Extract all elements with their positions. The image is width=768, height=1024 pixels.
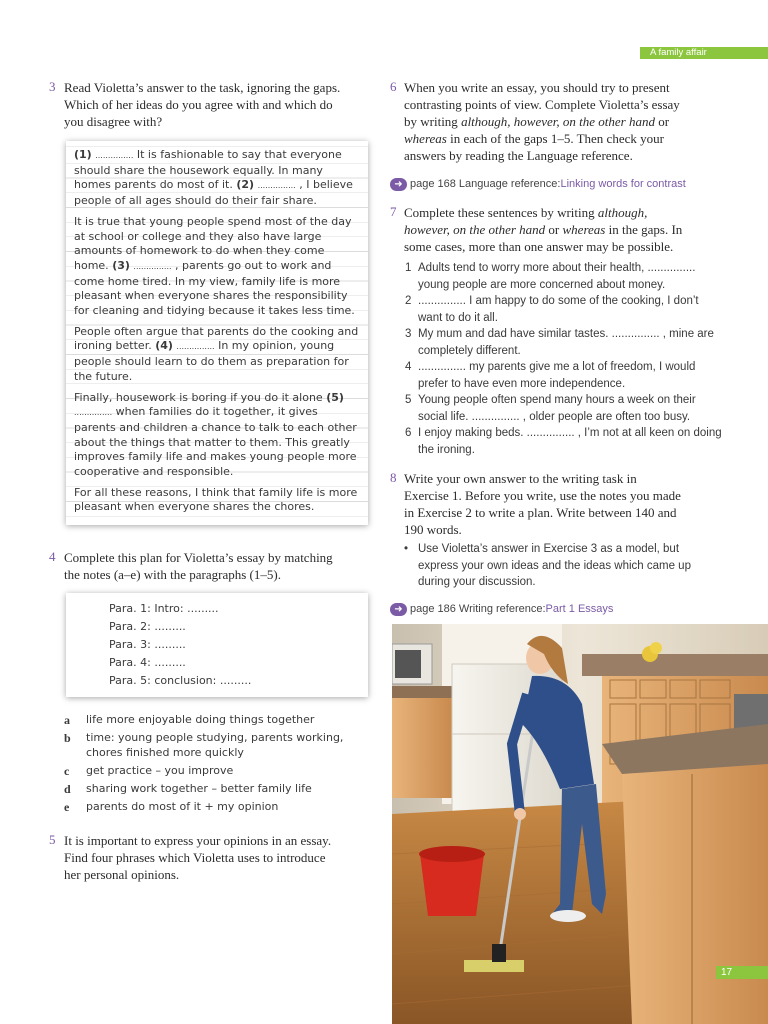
list-item	[64, 782, 364, 797]
instruction-line	[404, 113, 744, 130]
instruction-line: the notes (a–e) with the paragraphs (1–5).	[64, 567, 281, 582]
instruction-text: in each of the gaps 1–5. Then check your	[446, 131, 664, 146]
plan-line: Para. 4: .........	[109, 656, 186, 669]
reference-prefix: page 186 Writing reference:	[410, 603, 546, 615]
note-text: parents do most of it + my opinion	[86, 799, 279, 813]
exercise-8-bullet	[404, 541, 734, 591]
instruction-text: Complete these sentences by writing	[404, 205, 598, 220]
sentence-number: 1	[405, 262, 412, 274]
language-reference-link[interactable]	[390, 177, 686, 191]
essay-text: It is fashionable to say that everyone should share the housework equally. In many homes parents do most of it.	[74, 148, 342, 192]
exercise-7-instruction	[404, 204, 744, 255]
instruction-italic: whereas	[404, 131, 447, 146]
instruction-text: or	[654, 114, 670, 129]
contrast-sentences-list	[405, 260, 725, 458]
instruction-line: Complete this plan for Violetta’s essay by matching	[64, 550, 333, 565]
essay-paragraph-4	[74, 391, 360, 480]
sentence-text: Young people often spend many hours a week on their social life. ............... , older people are often too busy.	[418, 394, 696, 423]
gap-number: (1)	[74, 148, 92, 161]
essay-plan-box	[66, 593, 368, 697]
gap-blank: ...............	[133, 261, 172, 271]
sentence-text: ............... my parents give me a lot of freedom, I would prefer to have even more independence.	[418, 361, 696, 390]
exercise-3-number: 3	[49, 79, 56, 94]
sentence-text: ............... I am happy to do some of the cooking, I don’t want to do it all.	[418, 295, 699, 324]
sentence-number: 2	[405, 295, 412, 307]
note-letter: e	[64, 799, 70, 814]
list-item	[405, 293, 725, 326]
sentence-text: I enjoy making beds. ............... , I’m not at all keen on doing the ironing.	[418, 427, 722, 456]
instruction-line: answers by reading the Language reference.	[404, 148, 633, 163]
note-text: time: young people studying, parents working, chores finished more quickly	[86, 731, 344, 759]
instruction-line: Exercise 1. Before you write, use the notes you made	[404, 488, 681, 503]
reference-link-text[interactable]: Linking words for contrast	[560, 178, 686, 190]
list-item	[64, 713, 364, 728]
note-text: life more enjoyable doing things together	[86, 713, 315, 726]
note-letter: d	[64, 781, 71, 796]
essay-text: For all these reasons, I think that family life is more pleasant when everyone shares the chores.	[74, 485, 358, 514]
instruction-line: some cases, more than one answer may be possible.	[404, 239, 674, 254]
instruction-line	[404, 221, 744, 238]
essay-text: Finally, housework is boring if you do it alone	[74, 390, 327, 404]
section-header-bar	[640, 47, 768, 59]
instruction-italic: although, however, on the other hand	[461, 114, 655, 129]
instruction-line: It is important to express your opinions in an essay.	[64, 833, 332, 848]
instruction-text: or	[545, 222, 563, 237]
list-item	[405, 359, 725, 392]
instruction-line	[404, 130, 744, 147]
essay-text: In my opinion, young people should learn to do them as preparation for the future.	[74, 339, 349, 383]
sentence-text: My mum and dad have similar tastes. ............... , mine are completely different.	[418, 328, 714, 357]
list-item	[64, 764, 364, 779]
list-item	[64, 800, 364, 815]
instruction-line: her personal opinions.	[64, 867, 180, 882]
gap-blank: ...............	[95, 151, 134, 160]
gap-blank: ...............	[74, 408, 113, 418]
instruction-line: Read Violetta’s answer to the task, ignoring the gaps.	[64, 80, 341, 95]
list-item	[64, 731, 364, 760]
note-letter: a	[64, 713, 70, 727]
essay-text: , parents go out to work and come home tired. In my view, family life is more pleasant when everyone shares the responsibility for cleaning and tidying because it takes less time.	[74, 258, 355, 318]
list-item	[405, 260, 725, 293]
instruction-text: by writing	[404, 114, 462, 129]
gap-number: (4)	[155, 339, 173, 353]
exercise-3-instruction	[64, 79, 384, 130]
essay-text: when families do it together, it gives parents and children a chance to talk to each other about the things that matter to them. This greatly improves family life and makes young people more cooperative and responsible.	[74, 405, 357, 479]
plan-notes-list	[64, 713, 364, 818]
essay-text: People often argue that parents do the cooking and ironing better.	[74, 324, 359, 353]
sentence-number: 5	[405, 394, 412, 406]
arrow-right-icon: ➜	[390, 178, 407, 191]
exercise-7-number: 7	[390, 204, 397, 219]
note-letter: c	[64, 763, 70, 778]
note-text: get practice – you improve	[86, 763, 234, 777]
essay-paragraph-5	[74, 486, 360, 515]
instruction-line: contrasting points of view. Complete Violetta’s essay	[404, 97, 680, 112]
writing-reference-link[interactable]	[390, 602, 613, 616]
bullet-text: Use Violetta’s answer in Exercise 3 as a model, but express your own ideas and the ideas which came up during your discussion.	[418, 543, 691, 588]
exercise-6-instruction	[404, 79, 744, 164]
sentence-number: 4	[405, 361, 412, 373]
list-item	[405, 392, 725, 425]
essay-text: , I believe people of all ages should do their fair share.	[74, 178, 353, 208]
exercise-4-instruction	[64, 549, 384, 583]
exercise-8-instruction	[404, 470, 744, 538]
photo-illustration	[392, 624, 768, 1024]
exercise-5-number: 5	[49, 832, 56, 847]
instruction-line: Which of her ideas do you agree with and which do	[64, 97, 333, 112]
instruction-line: Find four phrases which Violetta uses to introduce	[64, 850, 326, 865]
instruction-italic: whereas	[562, 222, 606, 237]
reference-prefix: page 168 Language reference:	[410, 178, 561, 190]
instruction-text: in the gaps. In	[605, 222, 683, 237]
list-item	[405, 425, 725, 458]
reference-link-text[interactable]: Part 1 Essays	[545, 603, 614, 615]
instruction-line: in Exercise 2 to write a plan. Write between 140 and	[404, 505, 677, 520]
instruction-italic: however, on the other hand	[404, 222, 546, 237]
plan-line: Para. 1: Intro: .........	[109, 602, 219, 615]
sentence-number: 3	[405, 328, 412, 340]
violetta-essay-letter	[66, 141, 368, 525]
essay-text: It is true that young people spend most of the day at school or college and they also have large amounts of homework to do when they come home.	[74, 214, 352, 272]
gap-number: (2)	[236, 178, 255, 192]
gap-blank: ...............	[176, 342, 215, 352]
bullet-icon: •	[404, 543, 409, 555]
list-item	[405, 326, 725, 359]
instruction-line: you disagree with?	[64, 114, 163, 129]
gap-number: (3)	[112, 258, 130, 272]
gap-number: (5)	[326, 390, 344, 404]
note-text: sharing work together – better family life	[86, 781, 312, 795]
essay-paragraph-2	[74, 215, 360, 319]
essay-paragraph-1	[74, 148, 360, 209]
exercise-4-number: 4	[49, 549, 56, 564]
exercise-6-number: 6	[390, 79, 397, 94]
plan-line: Para. 5: conclusion: .........	[109, 674, 252, 687]
plan-line: Para. 2: .........	[109, 620, 186, 633]
sentence-number: 6	[405, 427, 412, 439]
section-title: A family affair	[650, 47, 707, 58]
instruction-line: 190 words.	[404, 522, 462, 537]
kitchen-mopping-photo	[392, 624, 768, 1024]
page-number: 17	[716, 966, 768, 979]
instruction-italic: although,	[597, 205, 648, 220]
note-letter: b	[64, 731, 71, 745]
arrow-right-icon: ➜	[390, 603, 407, 616]
plan-line: Para. 3: .........	[109, 638, 186, 651]
sentence-text: Adults tend to worry more about their health, ............... young people are more concerned about money.	[418, 262, 696, 291]
exercise-5-instruction	[64, 832, 384, 883]
instruction-line: Write your own answer to the writing task in	[404, 471, 637, 486]
exercise-8-number: 8	[390, 470, 397, 485]
gap-blank: ...............	[257, 181, 296, 191]
instruction-line	[404, 204, 744, 221]
essay-paragraph-3	[74, 325, 360, 385]
instruction-line: When you write an essay, you should try to present	[404, 80, 670, 95]
